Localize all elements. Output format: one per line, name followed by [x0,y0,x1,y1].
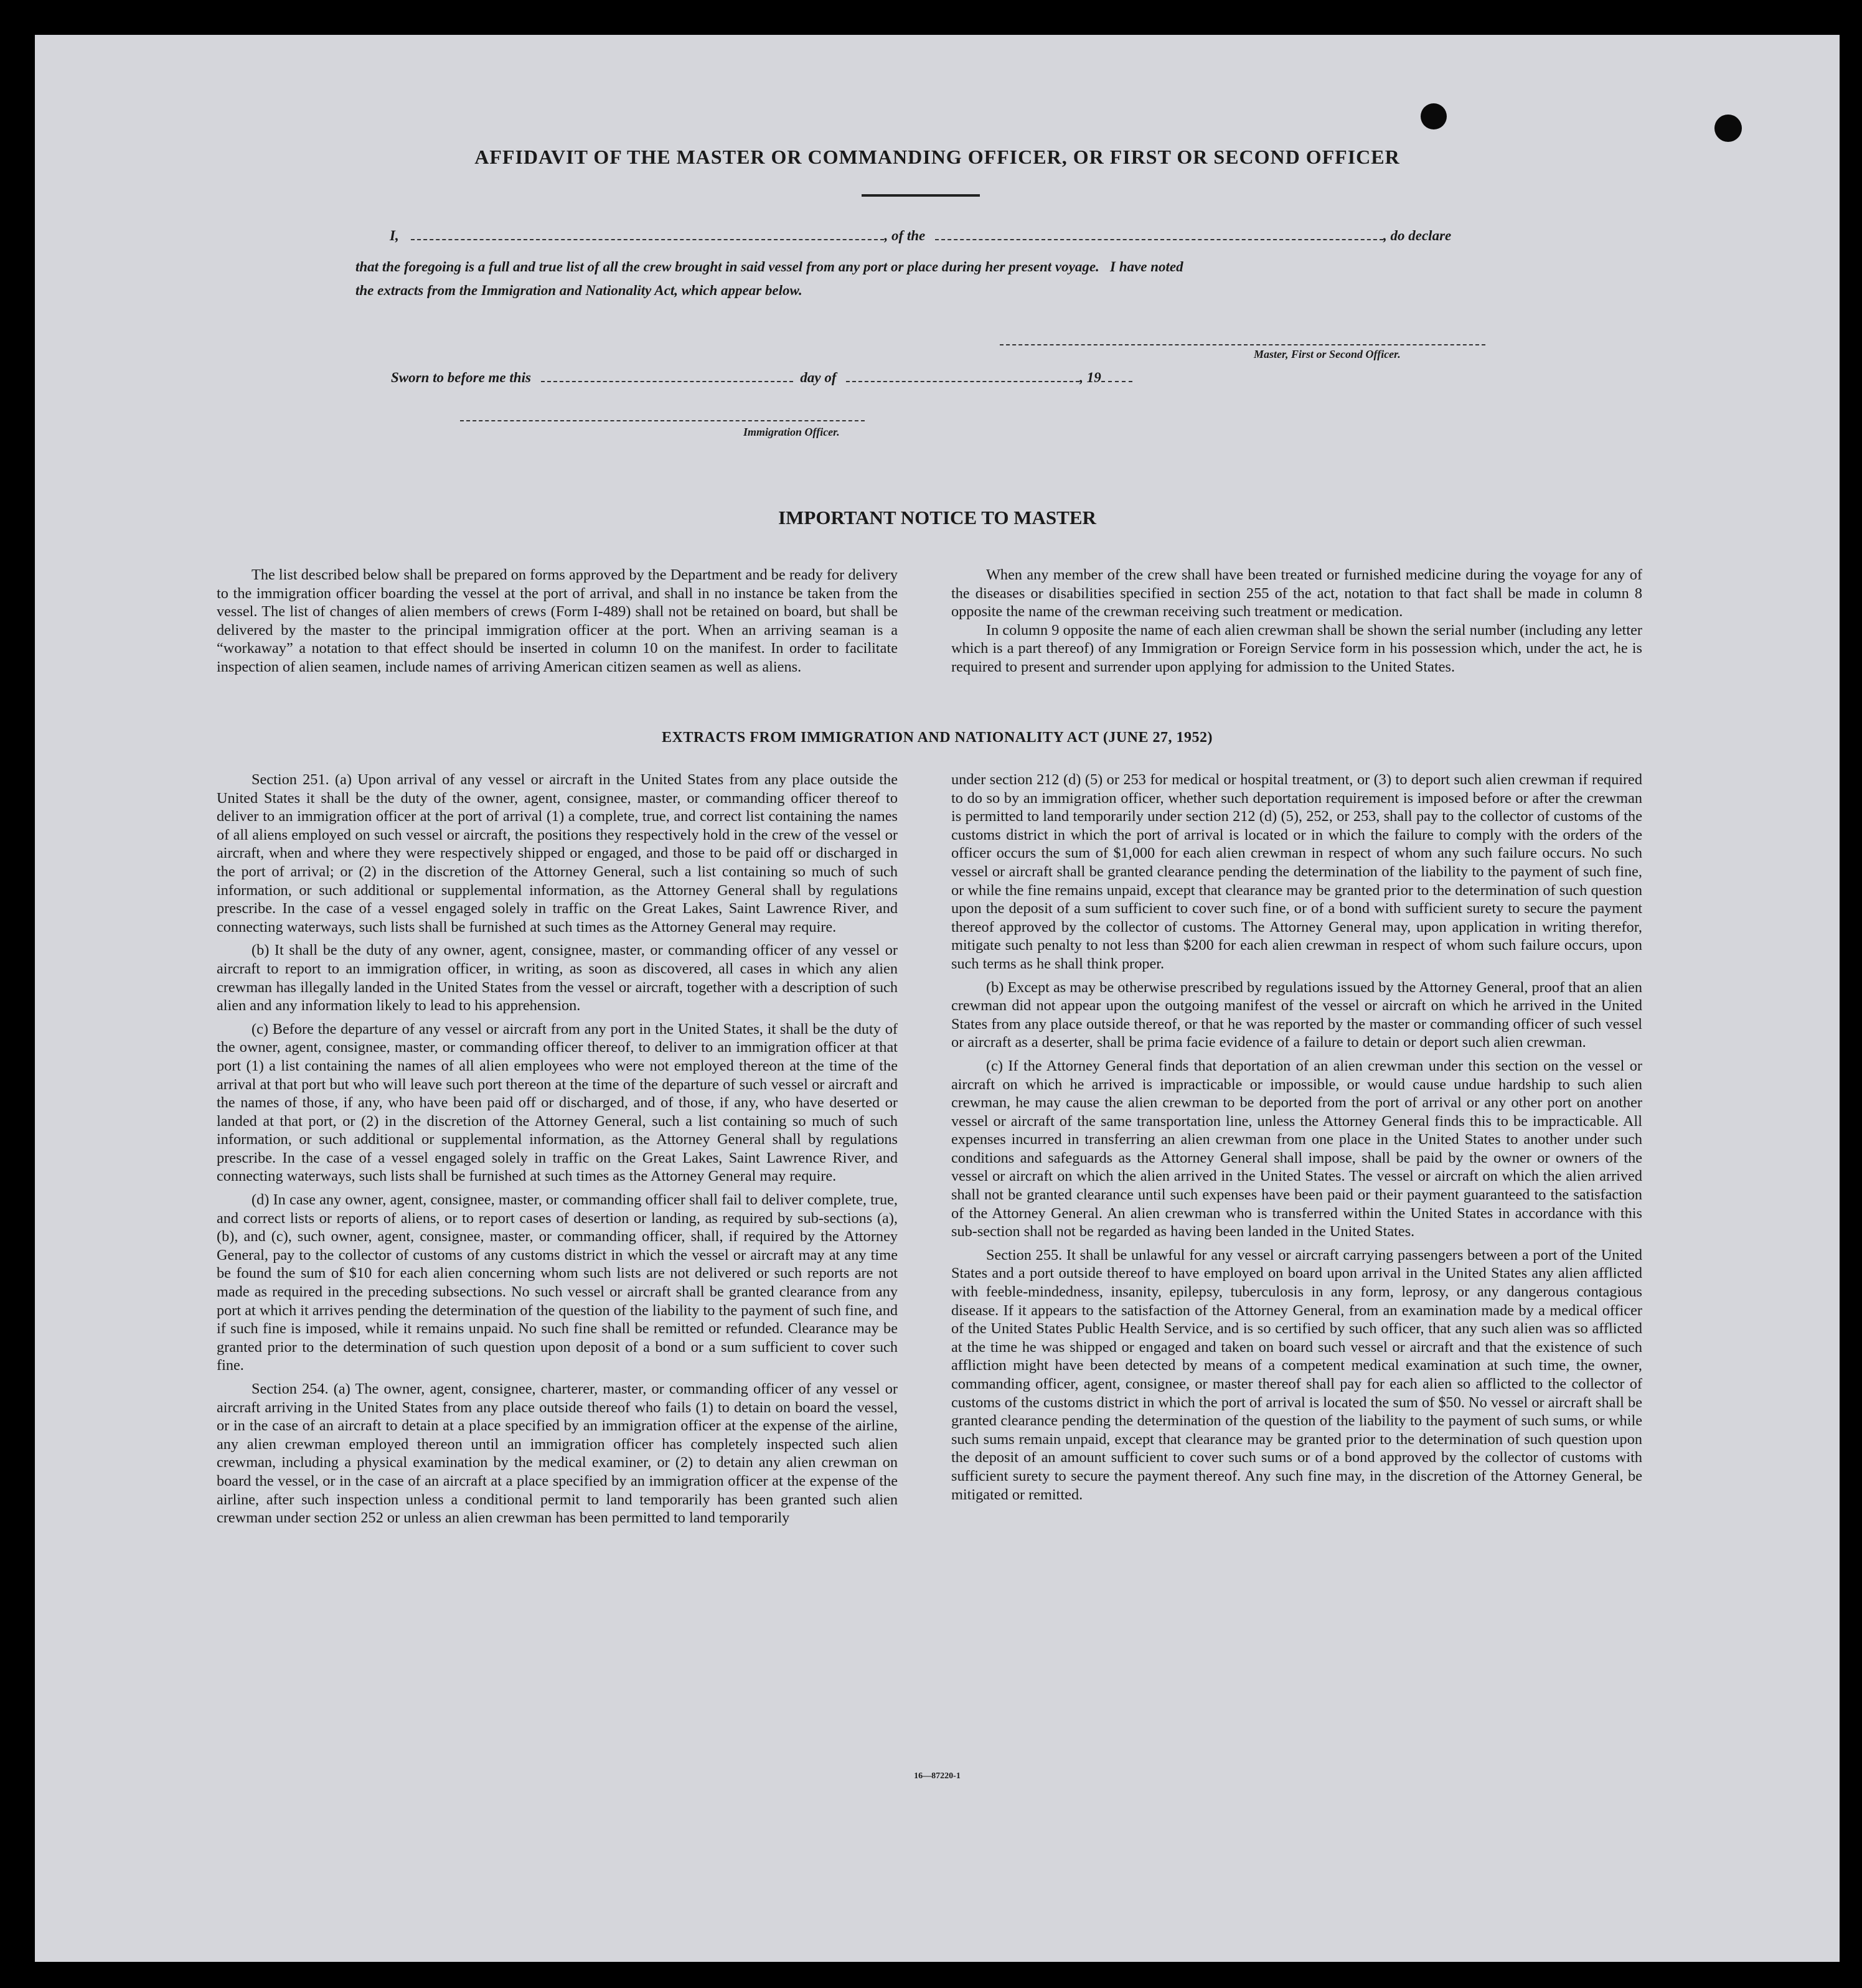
section-254-c: (c) If the Attorney General finds that deportation of an alien crewman under this section on the vessel or aircraft on which he arrived is impracticable or impossible, or would cause undue hardship to such alien crewman, he may cause the alien crewman to be deported from the port of arrival or any other port on another vessel or aircraft of the same transportation line, unless the Attorney General finds this to be impracticable. All expenses incurred in transferring an alien crewman from one place in the United States to another under such conditions and safeguards as the Attorney General shall impose, shall be paid by the owner or owners of the vessel or aircraft on which the alien arrived in the United States. The vessel or aircraft on which the alien arrived shall not be granted clearance until such expenses have been paid or their payment guaranteed to the satisfaction of the Attorney General. An alien crewman who is transferred within the United States in accordance with this sub-section shall not be regarded as having been landed in the United States. [951,1057,1642,1240]
affidavit-title: AFFIDAVIT OF THE MASTER OR COMMANDING OFFICER, OR FIRST OR SECOND OFFICER [474,146,1400,168]
master-signature-label: Master, First or Second Officer. [1254,348,1401,360]
year-label: , 19 [1079,370,1101,385]
document-page [35,35,1840,1962]
affidavit-line-3: the extracts from the Immigration and Nationality Act, which appear below. [355,283,802,298]
immigration-officer-signature-line [460,420,865,421]
notice-title: IMPORTANT NOTICE TO MASTER [778,507,1096,528]
affidavit-line-1 [390,228,1529,244]
extracts-title: EXTRACTS FROM IMMIGRATION AND NATIONALITY ACT (JUNE 27, 1952) [662,729,1213,746]
notice-right-paragraph-1: When any member of the crew shall have been treated or furnished medicine during the voyage for any of the diseases or disabilities specified in section 255 of the act, notation to that fact shall be made in column 8 opposite the name of the crewman receiving such treatment or medication. [951,566,1642,621]
sworn-month-blank [846,380,1079,382]
affidavit-i-label: I, [390,228,399,243]
affidavit-line-2: that the foregoing is a full and true list of all the crew brought in said vessel from any port or place during her present voyage. I have noted [355,259,1183,274]
section-251-a: Section 251. (a) Upon arrival of any vessel or aircraft in the United States from any place outside the United States it shall be the duty of the owner, agent, consignee, master, or commanding officer thereof to deliver to an immigration officer at the port of arrival (1) a complete, true, and correct list containing the names of all aliens employed on such vessel or aircraft, the positions they respectively hold in the crew of the vessel or aircraft, when and where they were respectively shipped or engaged, and those to be paid off or discharged in the port of arrival; or (2) in the discretion of the Attorney General, such a list containing so much of such information, or such additional or supplemental information, as the Attorney General shall by regulations prescribe. In the case of a vessel engaged solely in traffic on the Great Lakes, Saint Lawrence River, and connecting waterways, such lists shall be furnished at such times as the Attorney General may require. [217,771,898,935]
name-blank [411,238,884,240]
punch-hole-right [1714,115,1742,142]
section-251-d: (d) In case any owner, agent, consignee, master, or commanding officer shall fail to deliver complete, true, and correct lists or reports of aliens, or to report cases of desertion or landing, as required by sub-sections (a), (b), and (c), such owner, agent, consignee, master, or commanding officer, shall, if required by the Attorney General, pay to the collector of customs of any customs district in which the vessel or aircraft may at any time be found the sum of $10 for each alien concerning whom such lists are not delivered or such reports are not made as required in the preceding subsections. No such vessel or aircraft shall be granted clearance from any port at which it arrives pending the determination of the question of the liability to the payment of such fine, and if such fine is imposed, while it remains unpaid. No such fine shall be remitted or refunded. Clearance may be granted prior to the determination of such question upon deposit of a bond or a sum sufficient to cover such fine. [217,1191,898,1374]
immigration-officer-label: Immigration Officer. [743,426,840,438]
do-declare-label: , do declare [1383,228,1452,243]
sworn-label: Sworn to before me this [391,370,531,385]
section-254-b: (b) Except as may be otherwise prescribed by regulations issued by the Attorney General, proof that an alien crewman did not appear upon the outgoing manifest of the vessel or aircraft on which he arrived in the United States from any place outside thereof, or that he was reported by the master or commanding officer of such vessel or aircraft as a deserter, shall be prima facie evidence of a failure to detain or deport such alien crewman. [951,978,1642,1051]
of-the-label: , of the [884,228,926,243]
section-254-a-continued: under section 212 (d) (5) or 253 for medical or hospital treatment, or (3) to deport such alien crewman if required to do so by an immigration officer, whether such deportation requirement is imposed before or after the crewman is permitted to land temporarily under section 212 (d) (5), 252, or 253, shall pay to the collector of customs of the customs district in which the port of arrival is located or in which the failure to comply with the orders of the officer occurs the sum of $1,000 for each alien crewman in respect of whom any such failure occurs. No such vessel or aircraft shall be granted clearance pending the determination of the liability to the payment of such fine, or while the fine remains unpaid, except that clearance may be granted prior to the determination of such question upon the deposit of a sum sufficient to cover such fine, or of a bond with sufficient surety to secure the payment thereof approved by the collector of customs. The Attorney General may, upon application in writing therefor, mitigate such penalty to not less than $200 for each alien crewman in respect of whom such failure occurs, upon such terms as he shall think proper. [951,771,1642,972]
section-251-b: (b) It shall be the duty of any owner, agent, consignee, master, or commanding officer of any vessel or aircraft to report to an immigration officer, in writing, as soon as discovered, all cases in which any alien crewman has illegally landed in the United States from the vessel or aircraft, together with a description of such alien and any information likely to lead to his apprehension. [217,942,898,1015]
extracts-left-column [217,771,898,1532]
notice-right-paragraph-2: In column 9 opposite the name of each alien crewman shall be shown the serial number (including any letter which is a part thereof) of any Immigration or Foreign Service form in his possession which, under the act, he is required to present and surrender upon applying for admission to the United States. [951,621,1642,675]
section-251-c: (c) Before the departure of any vessel or aircraft from any port in the United States, it shall be the duty of the owner, agent, consignee, master, or commanding officer thereof, to deliver to an immigration officer at that port (1) a list containing the names of all alien employees who were not employed thereon at the time of the arrival at that port but who will leave such port thereon at the time of the departure of such vessel or aircraft and the names of those, if any, who have been paid off or discharged, and of those, if any, who have deserted or landed at that port, or (2) in the discretion of the Attorney General, such a list containing so much of such information, or such additional or supplemental information, as the Attorney General shall by regulations prescribe. In the case of a vessel engaged solely in traffic on the Great Lakes, Saint Lawrence River, and connecting waterways, such lists shall be furnished at such times as the Attorney General may require. [217,1020,898,1185]
punch-hole-left [1421,103,1447,129]
section-255: Section 255. It shall be unlawful for any vessel or aircraft carrying passengers between a port of the United States and a port outside thereof to have employed on board upon arrival in the United States any alien afflicted with feeble-mindedness, insanity, epilepsy, tuberculosis in any form, leprosy, or any dangerous contagious disease. If it appears to the satisfaction of the Attorney General, from an examination made by a medical officer of the United States Public Health Service, and is so certified by such officer, that any such alien was so afflicted at the time he was shipped or engaged and taken on board such vessel or aircraft and that the existence of such affliction might have been detected by means of a competent medical examination at such time, the owner, commanding officer, agent, consignee, or master thereof shall pay for each alien so afflicted to the collector of customs of the customs district in which the port of arrival is located the sum of $50. No vessel or aircraft shall be granted clearance pending the determination of the question of the liability to the payment of such sums, or while such sums remain unpaid, except that clearance may be granted prior to the determination of such question upon the deposit of an amount sufficient to cover such sums or of a bond approved by the collector of customs with sufficient surety to secure the payment thereof. Any such fine may, in the discretion of the Attorney General, be mitigated or remitted. [951,1246,1642,1503]
sworn-year-blank [1101,380,1132,382]
section-254-a-start: Section 254. (a) The owner, agent, consignee, charterer, master, or commanding officer of any vessel or aircraft arriving in the United States from any place outside thereof who fails (1) to detain on board the vessel, or in the case of an aircraft to detain at a place specified by an immigration officer at the expense of the airline, any alien crewman employed thereon until an immigration officer has completely inspected such alien crewman, including a physical examination by the medical examiner, or (2) to detain any alien crewman on board the vessel, or in the case of an aircraft at a place specified by an immigration officer at the expense of the airline, after such inspection unless a conditional permit to land temporarily has been granted such alien crewman under section 252 or unless an alien crewman has been permitted to land temporarily [217,1381,898,1527]
sworn-day-blank [541,380,793,382]
master-signature-line [1000,344,1485,345]
sworn-line [391,370,1262,386]
title-underline [862,194,980,197]
form-code: 16—87220-1 [914,1771,961,1781]
notice-right-column [951,566,1642,682]
notice-left-paragraph: The list described below shall be prepared on forms approved by the Department and be ready for delivery to the immigration officer boarding the vessel at the port of arrival, and shall in no instance be taken from the vessel. The list of changes of alien members of crews (Form I-489) shall not be retained on board, but shall be delivered by the master to the principal immigration officer at the port. When an arriving seaman is a “workaway” a notation to that effect should be inserted in column 10 on the manifest. In order to facilitate inspection of alien seamen, include names of arriving American citizen seamen as well as aliens. [217,566,898,675]
notice-left-column [217,566,898,682]
vessel-blank [935,238,1383,240]
day-of-label: day of [800,370,837,385]
extracts-right-column [951,771,1642,1509]
